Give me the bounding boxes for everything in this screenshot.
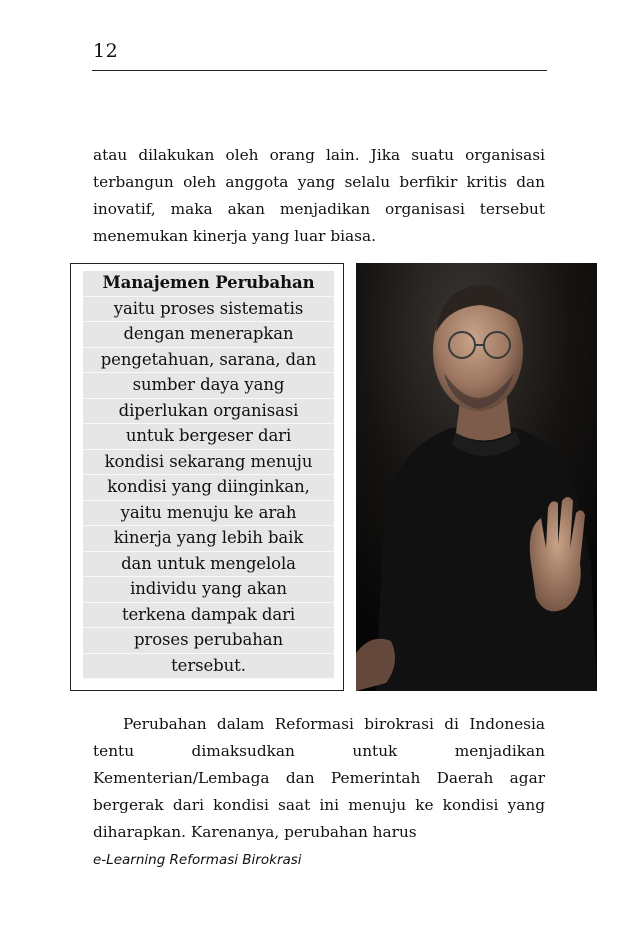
callout-line: kondisi yang diinginkan, (83, 475, 334, 501)
callout-line: kondisi sekarang menuju (83, 450, 334, 476)
callout-line: dengan menerapkan (83, 322, 334, 348)
body-paragraph-top: atau dilakukan oleh orang lain. Jika suatu organisasi terbangun oleh anggota yang selalu berfikir kritis dan inovatif, maka akan menjadikan organisasi tersebut menemukan kinerja yang luar biasa. (93, 146, 545, 245)
callout-line: pengetahuan, sarana, dan (83, 348, 334, 374)
callout-title: Manajemen Perubahan (83, 271, 334, 297)
callout-line: yaitu proses sistematis (83, 297, 334, 323)
callout-line: proses perubahan (83, 628, 334, 654)
callout-line: diperlukan organisasi (83, 399, 334, 425)
page-number: 12 (93, 40, 119, 62)
callout-line: dan untuk mengelola (83, 552, 334, 578)
header-divider (92, 70, 547, 71)
callout-line: kinerja yang lebih baik (83, 526, 334, 552)
callout-line: yaitu menuju ke arah (83, 501, 334, 527)
speaker-photo-illustration (356, 263, 597, 691)
callout-line: sumber daya yang (83, 373, 334, 399)
callout-text-block (83, 271, 334, 679)
definition-callout-box (70, 263, 344, 691)
running-footer: e-Learning Reformasi Birokrasi (93, 852, 302, 868)
callout-line: terkena dampak dari (83, 603, 334, 629)
callout-line: tersebut. (83, 654, 334, 680)
callout-line: individu yang akan (83, 577, 334, 603)
callout-line: untuk bergeser dari (83, 424, 334, 450)
body-paragraph-bottom: Perubahan dalam Reformasi birokrasi di Indonesia tentu dimaksudkan untuk menjadikan Kementerian/Lembaga dan Pemerintah Daerah agar bergerak dari kondisi saat ini menuju ke kondisi yang diharapkan. Karenanya, perubahan harus (93, 715, 545, 841)
speaker-photo (356, 263, 597, 691)
